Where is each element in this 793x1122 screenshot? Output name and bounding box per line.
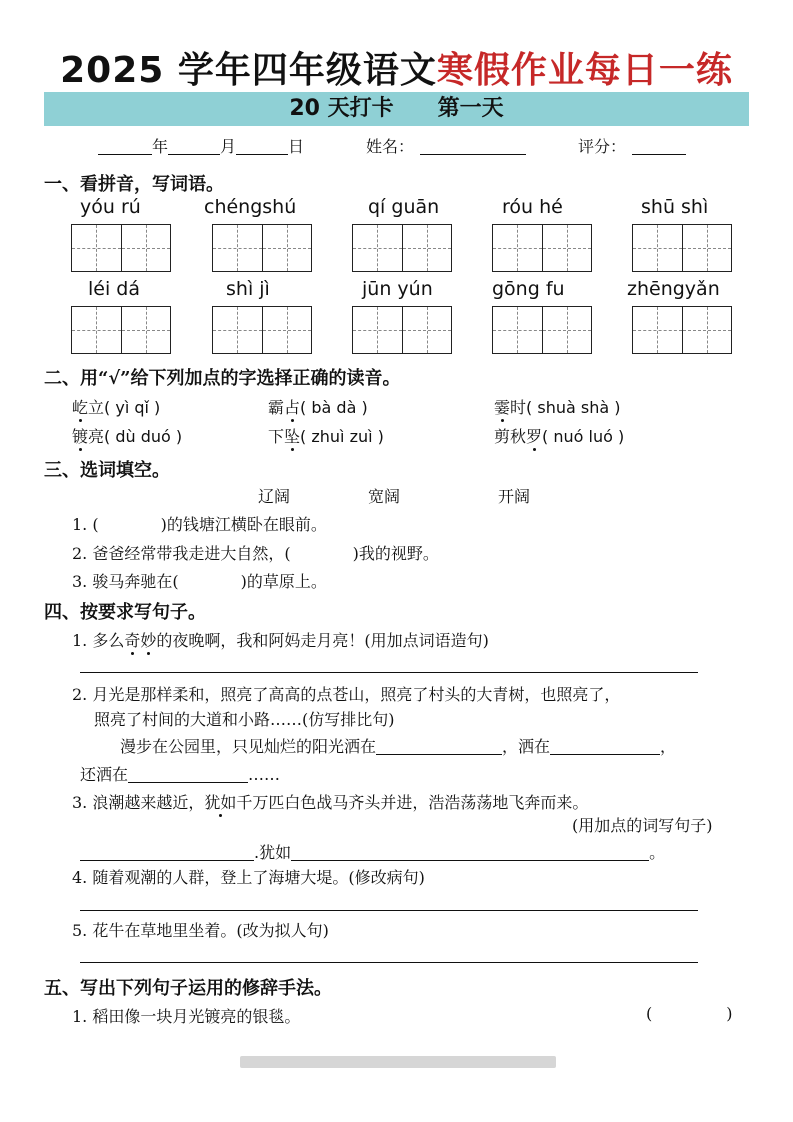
month-blank[interactable]	[168, 138, 220, 155]
section-2-heading: 二、用“√”给下列加点的字选择正确的读音。	[44, 368, 401, 389]
sentence-question-2: 2. 月光是那样柔和，照亮了高高的点苍山，照亮了村头的大青树，也照亮了，	[72, 685, 621, 704]
pinyin: shì jì	[226, 278, 270, 300]
answer-blank[interactable]	[80, 844, 254, 861]
section-4-heading: 四、按要求写句子。	[44, 602, 206, 623]
sentence-question-3: 3. 浪潮越来越近，犹如千万匹白色战马齐头并进，浩浩荡荡地飞奔而来。	[72, 793, 589, 812]
page-title	[0, 42, 793, 93]
writing-grid[interactable]	[352, 306, 452, 354]
day-band	[44, 92, 749, 126]
pinyin: yóu rú	[80, 196, 141, 218]
reading-item: 屹立( yì qǐ )	[72, 398, 161, 417]
reading-item: 剪秋罗( nuó luó )	[494, 427, 625, 446]
band-right: 第一天	[437, 96, 504, 121]
year-blank[interactable]	[98, 138, 152, 155]
pinyin: qí guān	[368, 196, 440, 218]
pinyin: róu hé	[502, 196, 563, 218]
imitation-line-2: 还洒在 ……	[80, 765, 281, 784]
blurred-footer	[240, 1056, 556, 1068]
pinyin: chéngshú	[204, 196, 297, 218]
pinyin: gōng fu	[492, 278, 565, 300]
reading-item: 镀亮( dù duó )	[72, 427, 183, 446]
writing-grid[interactable]	[632, 306, 732, 354]
sentence-fill-3: .犹如 。	[80, 840, 665, 863]
question-note: (用加点的词写句子)	[572, 816, 713, 835]
writing-grid[interactable]	[71, 306, 171, 354]
writing-grid[interactable]	[212, 306, 312, 354]
writing-grid[interactable]	[632, 224, 732, 272]
band-left: 20 天打卡	[289, 96, 394, 121]
name-field: 姓名：	[366, 134, 526, 157]
answer-line[interactable]	[80, 910, 698, 911]
writing-grid[interactable]	[492, 306, 592, 354]
pinyin: léi dá	[88, 278, 140, 300]
writing-grid[interactable]	[212, 224, 312, 272]
answer-blank[interactable]	[376, 738, 502, 755]
pinyin: jūn yún	[362, 278, 433, 300]
name-blank[interactable]	[420, 138, 526, 155]
section-3-heading: 三、选词填空。	[44, 460, 170, 481]
fill-question-2: 2. 爸爸经常带我走进大自然，( )我的视野。	[72, 544, 439, 563]
word-option: 开阔	[498, 487, 531, 506]
reading-item: 下坠( zhuì zuì )	[268, 427, 384, 446]
score-blank[interactable]	[632, 138, 686, 155]
pinyin: shū shì	[641, 196, 709, 218]
day-blank[interactable]	[236, 138, 288, 155]
pinyin: zhēngyǎn	[627, 278, 720, 300]
answer-blank[interactable]	[550, 738, 660, 755]
sentence-question-2-cont: 照亮了村间的大道和小路……(仿写排比句)	[94, 710, 395, 729]
fill-question-1: 1. ( )的钱塘江横卧在眼前。	[72, 515, 327, 534]
answer-line[interactable]	[80, 672, 698, 673]
rhetoric-question-1: 1. 稻田像一块月光镀亮的银毯。	[72, 1007, 301, 1026]
word-option: 辽阔	[258, 487, 291, 506]
word-option: 宽阔	[368, 487, 401, 506]
score-field: 评分：	[578, 134, 686, 157]
section-1-heading: 一、看拼音，写词语。	[44, 174, 224, 195]
reading-item: 霸占( bà dà )	[268, 398, 368, 417]
sentence-question-4: 4. 随着观潮的人群，登上了海塘大堤。(修改病句)	[72, 868, 425, 887]
answer-parens[interactable]: ( )	[646, 1004, 733, 1023]
writing-grid[interactable]	[71, 224, 171, 272]
title-black: 2025 学年四年级语文	[60, 50, 437, 91]
sentence-question-1: 1. 多么奇妙的夜晚啊，我和阿妈走月亮！(用加点词语造句)	[72, 631, 489, 650]
answer-blank[interactable]	[128, 766, 248, 783]
title-red: 寒假作业每日一练	[436, 50, 733, 91]
imitation-line-1: 漫步在公园里，只见灿烂的阳光洒在 ，洒在 ，	[120, 737, 677, 756]
fill-question-3: 3. 骏马奔驰在( )的草原上。	[72, 572, 327, 591]
sentence-question-5: 5. 花牛在草地里坐着。(改为拟人句)	[72, 921, 329, 940]
answer-line[interactable]	[80, 962, 698, 963]
section-5-heading: 五、写出下列句子运用的修辞手法。	[44, 978, 332, 999]
reading-item: 霎时( shuà shà )	[494, 398, 621, 417]
writing-grid[interactable]	[352, 224, 452, 272]
writing-grid[interactable]	[492, 224, 592, 272]
info-line: 年 月 日	[98, 134, 304, 157]
answer-blank[interactable]	[291, 844, 649, 861]
